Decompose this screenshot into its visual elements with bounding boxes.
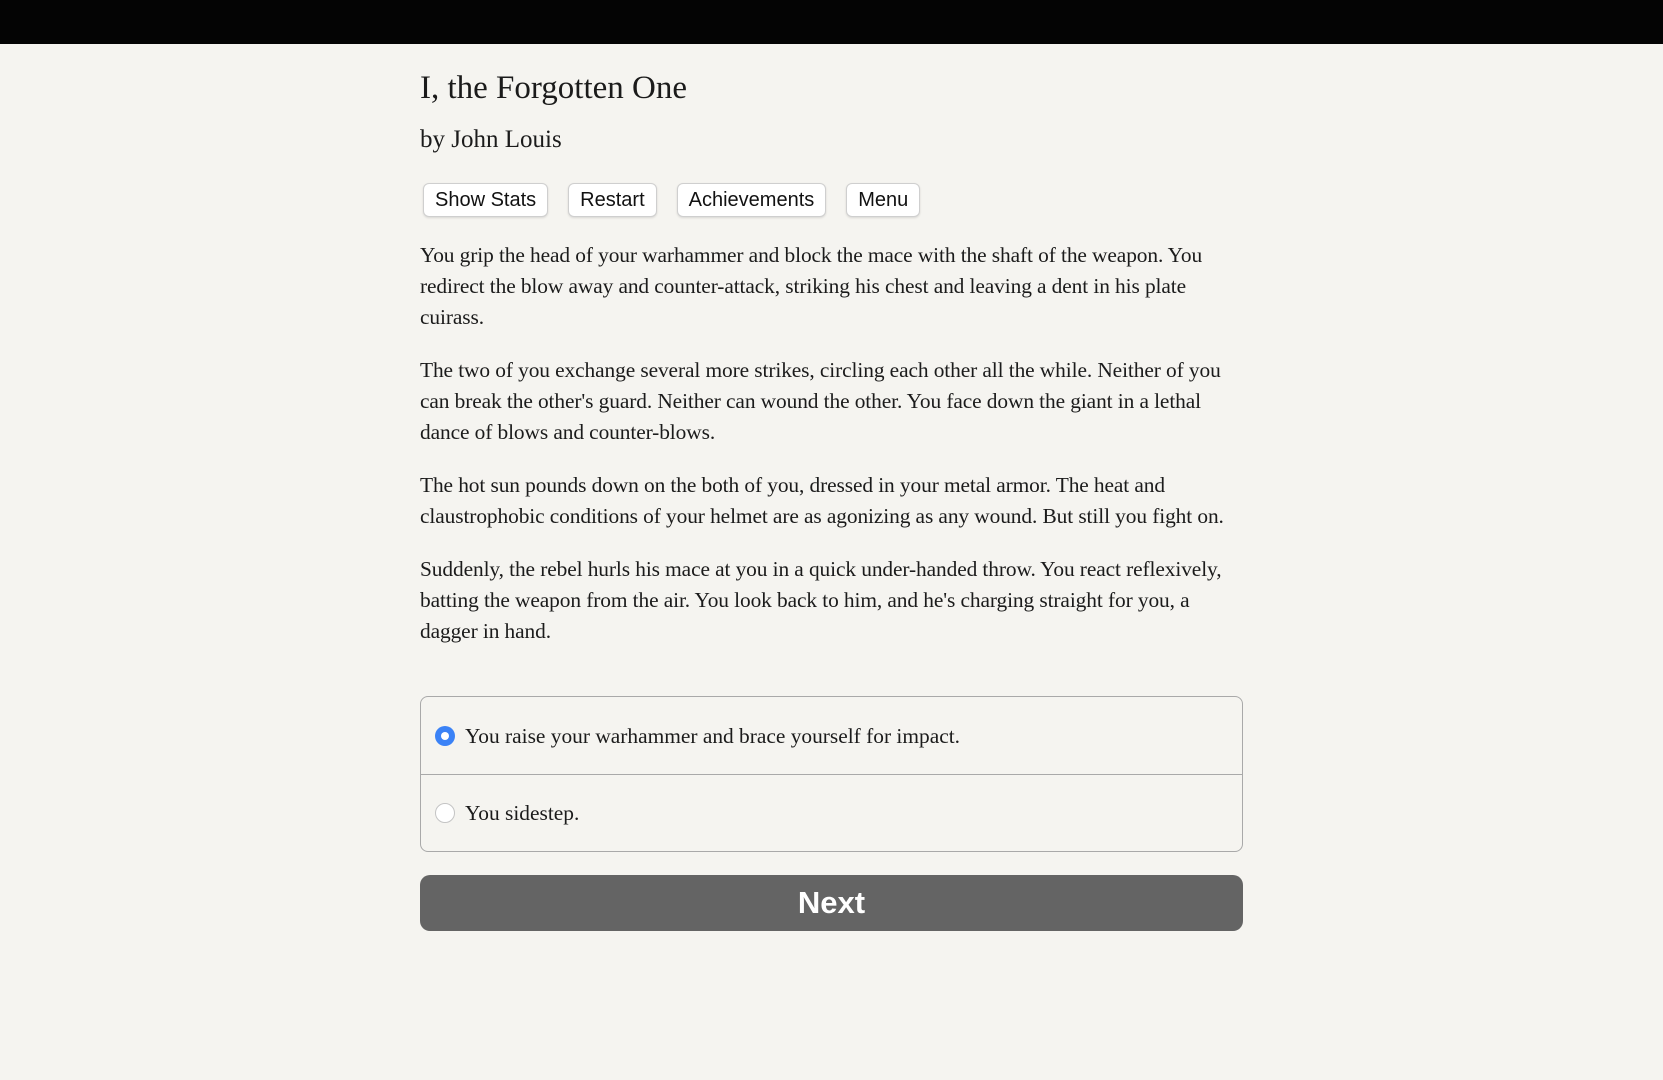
choice-label: You sidestep. [465, 801, 580, 825]
menu-button[interactable]: Menu [846, 183, 920, 217]
choice-label: You raise your warhammer and brace yourself for impact. [465, 723, 960, 748]
toolbar [423, 183, 920, 217]
story-paragraph: The two of you exchange several more strikes, circling each other all the while. Neither of you can break the other's guard. Neither can wound the other. You face down the giant in a lethal dance of blows and counter-blows. [420, 358, 1221, 444]
restart-button[interactable]: Restart [568, 183, 656, 217]
choice-list [420, 696, 1243, 852]
game-title: I, the Forgotten One [420, 70, 688, 106]
story-paragraph: The hot sun pounds down on the both of you, dressed in your metal armor. The heat and claustrophobic conditions of your helmet are as agonizing as any wound. But still you fight on. [420, 473, 1224, 528]
achievements-button[interactable]: Achievements [677, 183, 827, 217]
choice-sidestep[interactable] [421, 774, 1242, 851]
story-text [420, 240, 1243, 669]
story-paragraph: You grip the head of your warhammer and block the mace with the shaft of the weapon. You redirect the blow away and counter-attack, striking his chest and leaving a dent in his plate cuirass. [420, 243, 1203, 329]
radio-unselected-icon[interactable] [435, 803, 455, 823]
show-stats-button[interactable]: Show Stats [423, 183, 548, 217]
game-author: by John Louis [420, 126, 562, 153]
choice-raise-warhammer[interactable] [421, 697, 1242, 774]
game-page [0, 44, 1663, 1080]
top-bar [0, 0, 1663, 44]
next-button[interactable]: Next [420, 875, 1243, 931]
radio-selected-icon[interactable] [435, 726, 455, 746]
story-paragraph: Suddenly, the rebel hurls his mace at you in a quick under-handed throw. You react reflexively, batting the weapon from the air. You look back to him, and he's charging straight for you, a dagger in hand. [420, 557, 1222, 643]
